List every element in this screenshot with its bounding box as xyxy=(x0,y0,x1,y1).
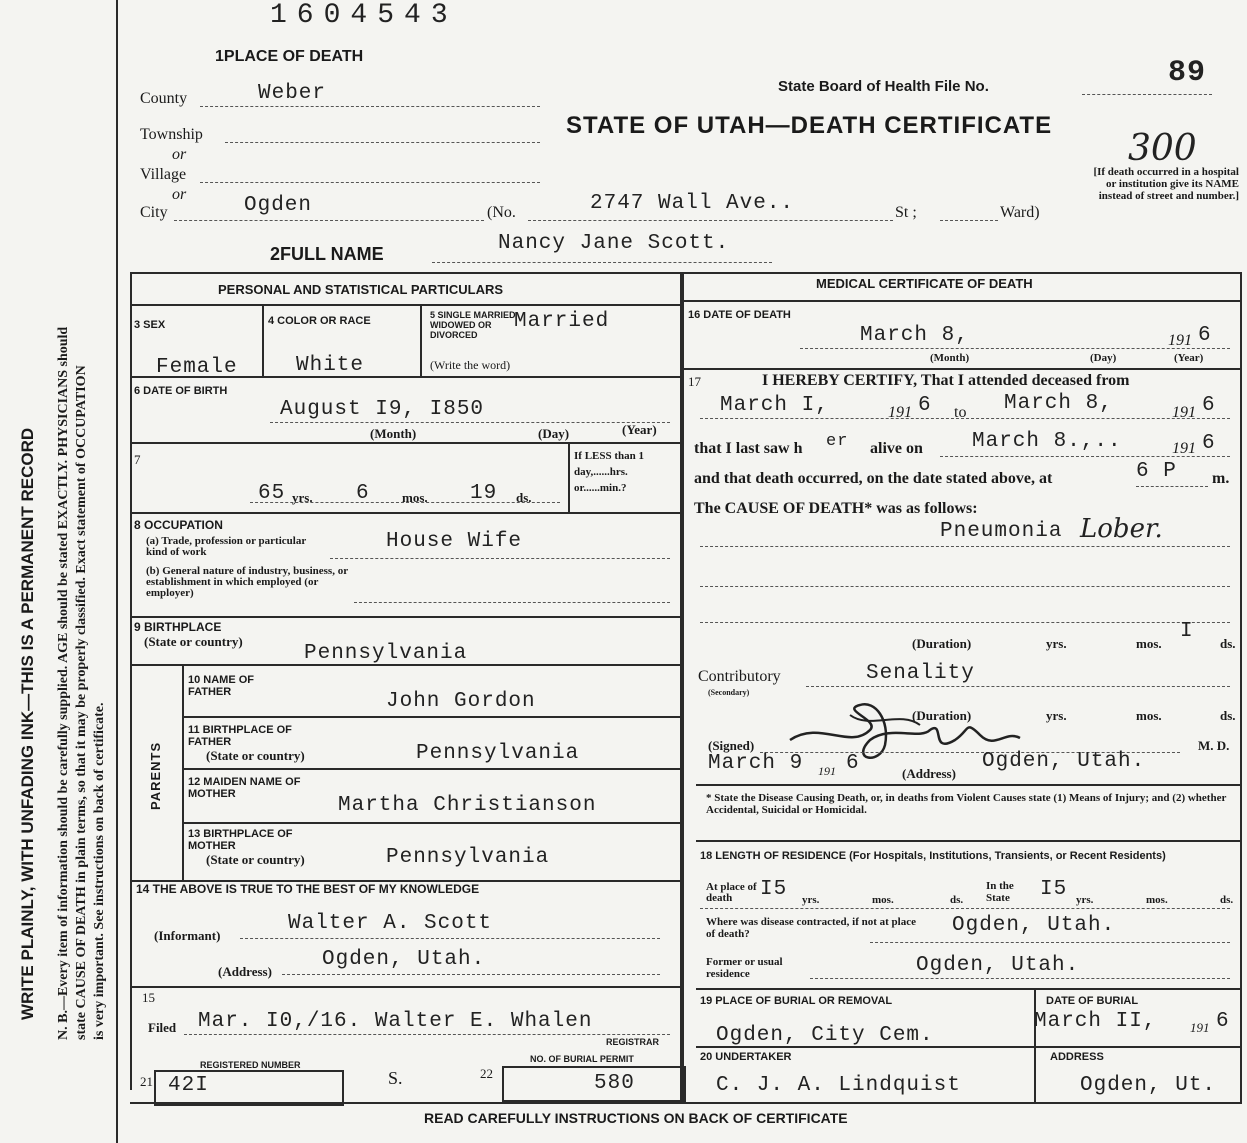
dob-month-label: (Month) xyxy=(370,426,417,441)
undertaker-address-value: Ogden, Ut. xyxy=(1080,1074,1217,1097)
at-place-mos-unit: mos. xyxy=(872,894,894,906)
death-time: 6 P xyxy=(1136,460,1177,483)
county-label: County xyxy=(140,90,188,107)
burial-date-label: DATE OF BURIAL xyxy=(1046,995,1139,1007)
parents-label: PARENTS xyxy=(148,741,163,810)
attended-to-year: 6 xyxy=(1202,394,1216,417)
father-birthplace-label: 11 BIRTHPLACE OF FATHER xyxy=(188,724,292,748)
attended-from-date: March I, xyxy=(720,394,829,417)
duration-label: (Duration) xyxy=(912,636,972,651)
burial-permit-value: 580 xyxy=(594,1072,635,1095)
file-no-label: State Board of Health File No. xyxy=(778,78,989,95)
burial-year: 6 xyxy=(1216,1010,1230,1033)
dob-year-label: (Year) xyxy=(622,422,657,437)
sidebar-line-3: state CAUSE OF DEATH in plain terms, so that it may be properly classified. Exact statement of OCCUPATION xyxy=(74,365,89,1040)
in-state-label: In the State xyxy=(986,880,1014,904)
year-prefix: 191 xyxy=(888,404,912,421)
alive-on-label: alive on xyxy=(870,440,923,457)
in-state-ds-unit: ds. xyxy=(1220,894,1234,906)
dob-value: August I9, I850 xyxy=(280,398,485,421)
father-birthplace-sublabel: (State or country) xyxy=(206,748,305,763)
former-residence-label: Former or usual residence xyxy=(706,956,783,980)
at-place-yrs-unit: yrs. xyxy=(802,894,820,906)
or-label: or xyxy=(172,146,187,163)
duration-mos: mos. xyxy=(1136,636,1162,651)
file-no: 89 xyxy=(1168,56,1207,90)
residence-label: 18 LENGTH OF RESIDENCE (For Hospitals, Institutions, Transients, or Recent Residents) xyxy=(700,850,1166,862)
s-label: S. xyxy=(388,1068,403,1088)
certificate-title: STATE OF UTAH—DEATH CERTIFICATE xyxy=(566,112,1053,139)
age-days: 19 xyxy=(470,482,498,505)
duration-yrs: yrs. xyxy=(1046,636,1067,651)
signed-label: (Signed) xyxy=(708,738,755,753)
cause-footnote: * State the Disease Causing Death, or, in deaths from Violent Causes state (1) Means of Injury; and (2) whether Accidental, Suicidal or Homicidal. xyxy=(706,792,1227,816)
father-name-value: John Gordon xyxy=(386,690,536,713)
burial-date-value: March II, xyxy=(1034,1010,1157,1033)
street-number-label: (No. xyxy=(487,204,516,221)
occurred-text: and that death occurred, on the date stated above, at xyxy=(694,470,1053,487)
marital-label: 5 SINGLE MARRIED WIDOWED OR DIVORCED xyxy=(430,310,516,340)
filed-number: 15 xyxy=(142,990,155,1005)
footer-instructions: READ CAREFULLY INSTRUCTIONS ON BACK OF CERTIFICATE xyxy=(424,1110,848,1126)
handwritten-cert-number: 300 xyxy=(1128,128,1197,169)
year-label: (Year) xyxy=(1174,352,1204,364)
duration-mos-value: I xyxy=(1180,620,1194,643)
filed-label: Filed xyxy=(148,1020,177,1035)
in-state-mos-unit: mos. xyxy=(1146,894,1168,906)
marital-note: (Write the word) xyxy=(430,358,511,372)
undertaker-label: 20 UNDERTAKER xyxy=(700,1051,792,1063)
at-place-ds-unit: ds. xyxy=(950,894,964,906)
place-of-death-heading: 1PLACE OF DEATH xyxy=(215,48,364,65)
color-value: White xyxy=(296,354,365,377)
informant-address-label: (Address) xyxy=(218,964,272,979)
ds-label: ds. xyxy=(516,490,532,505)
contracted-value: Ogden, Utah. xyxy=(952,914,1116,937)
sidebar-line-2: N. B.—Every item of information should be carefully supplied. AGE should be stated EXACTLY. PHYSICIANS should xyxy=(56,326,71,1040)
color-label: 4 COLOR OR RACE xyxy=(268,315,371,327)
mother-name-value: Martha Christianson xyxy=(338,794,597,817)
dod-year: 6 xyxy=(1198,324,1212,347)
cause-label: The CAUSE OF DEATH* was as follows: xyxy=(694,500,978,517)
occupation-label: 8 OCCUPATION xyxy=(134,518,223,532)
sex-label: 3 SEX xyxy=(134,319,166,331)
contracted-label: Where was disease contracted, if not at place of death? xyxy=(706,916,916,940)
less-than-note: If LESS than 1 day,......hrs. or......min.? xyxy=(574,450,645,494)
full-name-label: 2FULL NAME xyxy=(270,244,384,264)
age-months: 6 xyxy=(356,482,370,505)
sex-value: Female xyxy=(156,356,238,379)
at-place-label: At place of death xyxy=(706,881,757,904)
secondary-label: (Secondary) xyxy=(708,688,750,697)
undertaker-address-label: ADDRESS xyxy=(1050,1051,1104,1063)
county-value: Weber xyxy=(258,82,327,105)
true-statement-label: 14 THE ABOVE IS TRUE TO THE BEST OF MY KNOWLEDGE xyxy=(136,882,480,896)
occupation-b-label: (b) General nature of industry, business, or establishment in which employed (or employer) xyxy=(146,565,348,599)
township-label: Township xyxy=(140,126,203,143)
year-prefix: 191 xyxy=(818,764,836,778)
informant-label: (Informant) xyxy=(154,928,221,943)
ward-label: Ward) xyxy=(1000,204,1040,221)
m-label: m. xyxy=(1212,470,1230,487)
mother-birthplace-sublabel: (State or country) xyxy=(206,852,305,867)
burial-place-value: Ogden, City Cem. xyxy=(716,1024,934,1047)
registered-number-value: 42I xyxy=(168,1074,209,1097)
in-state-yrs: I5 xyxy=(1040,878,1068,901)
top-number: 1604543 xyxy=(270,0,458,31)
informant-value: Walter A. Scott xyxy=(288,912,493,935)
village-label: Village xyxy=(140,166,187,183)
certify-number: 17 xyxy=(688,374,701,389)
contrib-duration-yrs: yrs. xyxy=(1046,708,1067,723)
dob-day-label: (Day) xyxy=(538,426,570,441)
sidebar-line-4: is very important. See instructions on back of certificate. xyxy=(92,702,107,1040)
medical-heading: MEDICAL CERTIFICATE OF DEATH xyxy=(816,276,1033,291)
undertaker-value: C. J. A. Lindquist xyxy=(716,1074,961,1097)
marital-value: Married xyxy=(514,310,610,333)
former-residence-value: Ogden, Utah. xyxy=(916,954,1080,977)
personal-heading: PERSONAL AND STATISTICAL PARTICULARS xyxy=(218,282,504,297)
contrib-duration-ds: ds. xyxy=(1220,708,1236,723)
birthplace-label: 9 BIRTHPLACE xyxy=(134,620,222,634)
year-prefix: 191 xyxy=(1190,1020,1210,1035)
last-saw-her: er xyxy=(826,432,849,451)
sidebar-line-1: WRITE PLAINLY, WITH UNFADING INK—THIS IS A PERMANENT RECORD xyxy=(18,427,37,1020)
contrib-duration-label: (Duration) xyxy=(912,708,972,723)
dod-label: 16 DATE OF DEATH xyxy=(688,309,791,321)
last-saw-year: 6 xyxy=(1202,432,1216,455)
dob-label: 6 DATE OF BIRTH xyxy=(134,385,228,397)
certify-text: I HEREBY CERTIFY, That I attended deceased from xyxy=(762,372,1130,389)
occupation-value: House Wife xyxy=(386,530,523,553)
birthplace-value: Pennsylvania xyxy=(304,642,468,665)
full-name-value: Nancy Jane Scott. xyxy=(498,232,730,255)
signed-date: March 9 xyxy=(708,752,804,775)
or-label: or xyxy=(172,186,187,203)
to-label: to xyxy=(954,404,967,421)
mother-birthplace-label: 13 BIRTHPLACE OF MOTHER xyxy=(188,828,293,852)
contrib-duration-mos: mos. xyxy=(1136,708,1162,723)
attended-to-date: March 8, xyxy=(1004,392,1113,415)
mos-label: mos. xyxy=(402,490,428,505)
birthplace-sublabel: (State or country) xyxy=(144,634,243,649)
registered-number-label: REGISTERED NUMBER xyxy=(200,1060,301,1070)
city-value: Ogden xyxy=(244,194,313,217)
burial-place-label: 19 PLACE OF BURIAL OR REMOVAL xyxy=(700,995,893,1007)
mother-birthplace-value: Pennsylvania xyxy=(386,846,550,869)
st-label: St ; xyxy=(895,204,917,221)
attended-from-year: 6 xyxy=(918,394,932,417)
cause-handwritten: Lober. xyxy=(1080,514,1163,544)
year-prefix: 191 xyxy=(1168,332,1192,349)
father-birthplace-value: Pennsylvania xyxy=(416,742,580,765)
registrar-label: REGISTRAR xyxy=(606,1037,660,1047)
father-name-label: 10 NAME OF FATHER xyxy=(188,674,255,698)
signed-address-label: (Address) xyxy=(902,766,956,781)
age-years: 65 xyxy=(258,482,286,505)
filed-value: Mar. I0,/16. Walter E. Whalen xyxy=(198,1010,593,1033)
street-address: 2747 Wall Ave.. xyxy=(590,192,795,215)
year-prefix: 191 xyxy=(1172,404,1196,421)
month-label: (Month) xyxy=(930,352,970,364)
last-saw-text: that I last saw h xyxy=(694,440,803,457)
age-label: 7 xyxy=(134,452,141,467)
at-place-yrs: I5 xyxy=(760,878,788,901)
informant-address-value: Ogden, Utah. xyxy=(322,948,486,971)
dod-value: March 8, xyxy=(860,324,969,347)
city-label: City xyxy=(140,204,168,221)
occupation-a-label: (a) Trade, profession or particular kind of work xyxy=(146,535,307,558)
registered-prefix: 21 xyxy=(140,1074,153,1089)
mother-name-label: 12 MAIDEN NAME OF MOTHER xyxy=(188,776,301,800)
contributory-value: Senality xyxy=(866,662,975,685)
margin-line xyxy=(116,0,118,1143)
burial-permit-label: NO. OF BURIAL PERMIT xyxy=(530,1054,634,1064)
day-label: (Day) xyxy=(1090,352,1117,364)
md-label: M. D. xyxy=(1198,738,1230,753)
in-state-yrs-unit: yrs. xyxy=(1076,894,1094,906)
signed-address: Ogden, Utah. xyxy=(982,750,1146,773)
yrs-label: yrs. xyxy=(292,490,313,505)
last-saw-date: March 8.,.. xyxy=(972,430,1122,453)
contributory-label: Contributory xyxy=(698,668,781,685)
hospital-note: [If death occurred in a hospital or institution give its NAME instead of street and number.] xyxy=(1093,166,1239,202)
permit-prefix: 22 xyxy=(480,1066,493,1081)
cause-value: Pneumonia xyxy=(940,520,1063,543)
signed-year: 6 xyxy=(846,752,860,775)
year-prefix: 191 xyxy=(1172,440,1196,457)
duration-ds: ds. xyxy=(1220,636,1236,651)
